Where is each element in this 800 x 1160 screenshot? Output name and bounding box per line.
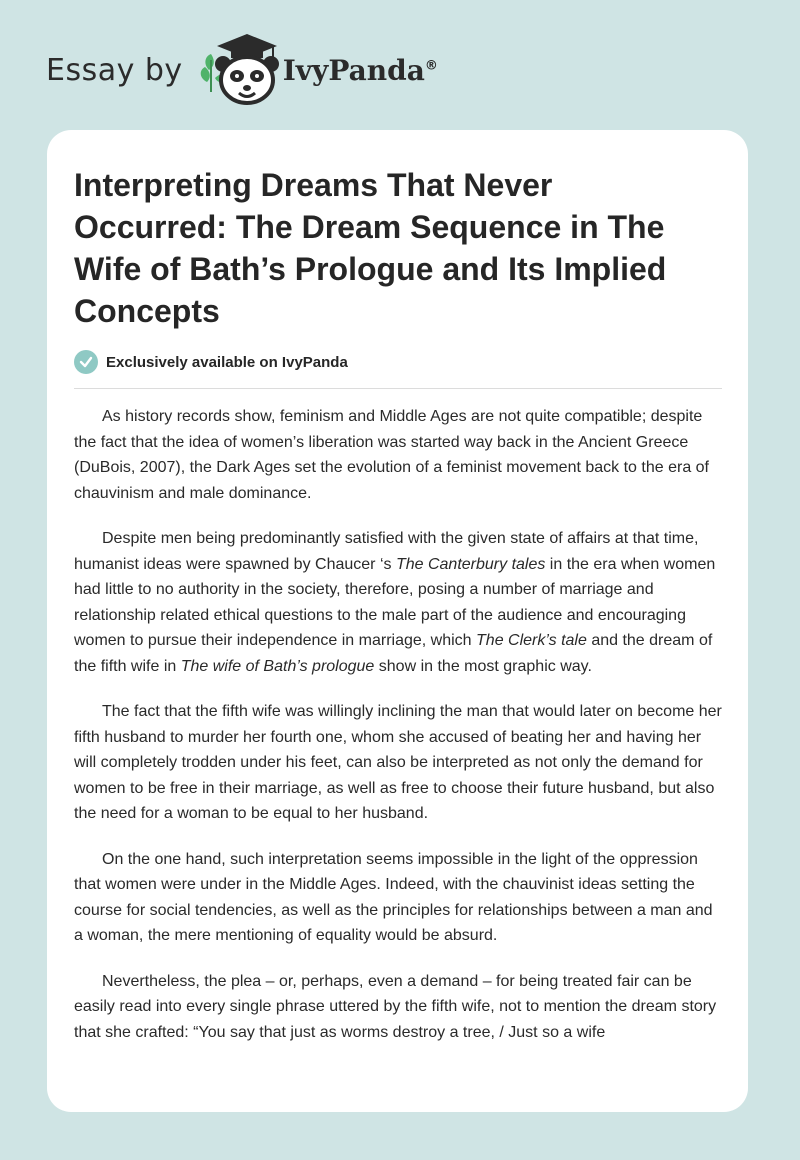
panda-graduation-cap-logo-icon[interactable] <box>195 30 279 111</box>
paragraph-3: The fact that the fifth wife was willingly inclining the man that would later on become her fifth husband to murder her fourth one, whom she accused of beating her and having her will completely trodden under his feet, can also be interpreted as not only the demand for women to be free in their marriage, as well as free to choose their future husband, but also the need for a woman to be equal to her husband. <box>74 703 722 822</box>
exclusive-badge <box>74 350 721 374</box>
registered-mark: ® <box>424 58 438 74</box>
brand-name[interactable]: IvyPanda® <box>282 53 438 87</box>
paragraph-5: Nevertheless, the plea – or, perhaps, even a demand – for being treated fair can be easily read into every single phrase uttered by the fifth wife, not to mention the dream story that she crafted: “You say that just as worms destroy a tree, / Just so a wife <box>74 972 717 1041</box>
essay-by-label: Essay by <box>46 52 183 88</box>
title-wife-of-bath: The wife of Bath’s prologue <box>180 657 375 675</box>
page-title: Interpreting Dreams That Never Occurred: The Dream Sequence in The Wife of Bath’s Prologue and Its Implied Concepts <box>74 167 667 329</box>
paragraph-4: On the one hand, such interpretation seems impossible in the light of the oppression that women were under in the Middle Ages. Indeed, with the chauvinist ideas setting the course for social tendencies, as well as the principles for relationships between a man and a woman, the mere mentioning of equality would be absurd. <box>74 850 713 944</box>
divider <box>74 388 722 389</box>
paragraph-2: Despite men being predominantly satisfied with the given state of affairs at that time, humanist ideas were spawned by Chaucer ‘s The Canterbury tales in the era when women had little to no authority in the society, therefore, posing a number of marriage and relationship related ethical questions to the male part of the audience and encouraging women to pursue their independence in marriage, which The Clerk’s tale and the dream of the fifth wife in The wife of Bath’s prologue show in the most graphic way. <box>74 530 716 675</box>
essay-card <box>47 130 748 1112</box>
badge-label: Exclusively available on IvyPanda <box>106 353 348 371</box>
title-canterbury-tales: The Canterbury tales <box>395 555 546 573</box>
title-clerks-tale: The Clerk’s tale <box>476 632 587 649</box>
site-header <box>46 30 438 110</box>
check-icon <box>74 350 98 374</box>
paragraph-1: As history records show, feminism and Middle Ages are not quite compatible; despite the fact that the idea of women’s liberation was started way back in the Ancient Greece (DuBois, 2007), the Dark Ages set the evolution of a feminist movement back to the era of chauvinism and male dominance. <box>74 408 709 502</box>
essay-body <box>74 404 724 1045</box>
